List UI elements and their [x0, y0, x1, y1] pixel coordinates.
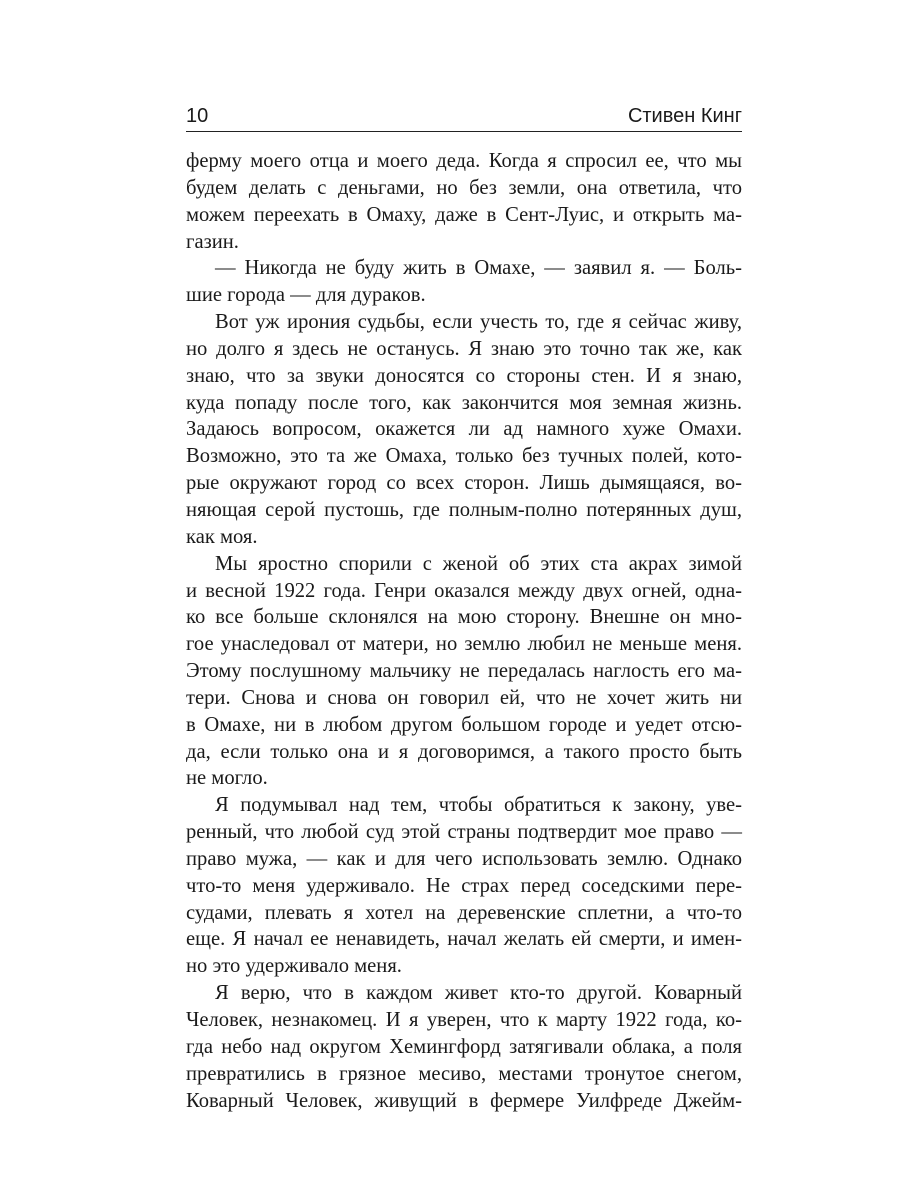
- text-line: Задаюсь вопросом, окажется ли ад намного хуже Омахи.: [186, 418, 742, 441]
- text-line: не могло.: [186, 767, 268, 790]
- text-line: рые окружают город со всех сторон. Лишь дымящаяся, во-: [186, 472, 742, 495]
- text-line: Возможно, это та же Омаха, только без тучных полей, кото-: [186, 445, 742, 468]
- text-line: будем делать с деньгами, но без земли, она ответила, что: [186, 176, 742, 199]
- text-line: но долго я здесь не останусь. Я знаю это точно так же, как: [186, 337, 742, 360]
- text-line: гое унаследовал от матери, но землю любил не меньше меня.: [186, 633, 742, 656]
- text-line: еще. Я начал ее ненавидеть, начал желать ей смерти, и имен-: [186, 928, 742, 951]
- text-line: Коварный Человек, живущий в фермере Уилфреде Джейм-: [186, 1089, 742, 1112]
- text-line: судами, плевать я хотел на деревенские сплетни, а что-то: [186, 901, 742, 924]
- text-line: Мы яростно спорили с женой об этих ста акрах зимой: [215, 552, 742, 575]
- text-line: право мужа, — как и для чего использовать землю. Однако: [186, 847, 742, 870]
- text-line: Я верю, что в каждом живет кто-то другой. Коварный: [215, 982, 742, 1005]
- text-line: куда попаду после того, как закончится моя земная жизнь.: [186, 391, 742, 414]
- header-rule: [186, 131, 742, 132]
- running-head: [186, 101, 742, 131]
- text-line: няющая серой пустошь, где полным-полно потерянных душ,: [186, 498, 742, 521]
- paragraph-2: [186, 255, 742, 309]
- text-line: ферму моего отца и моего деда. Когда я спросил ее, что мы: [186, 150, 742, 172]
- text-line: но это удерживало меня.: [186, 955, 402, 978]
- text-line: ренный, что любой суд этой страны подтвердит мое право —: [186, 821, 742, 844]
- text-line: Я подумывал над тем, чтобы обратиться к закону, уве-: [215, 794, 742, 817]
- text-line: знаю, что за звуки доносятся со стороны стен. И я знаю,: [186, 364, 742, 387]
- text-line: шие города — для дураков.: [186, 284, 426, 307]
- text-line: — Никогда не буду жить в Омахе, — заявил я. — Боль-: [215, 257, 742, 280]
- text-line: Человек, незнакомец. И я уверен, что к марту 1922 года, ко-: [186, 1009, 742, 1031]
- text-line: газин.: [186, 230, 239, 253]
- paragraph-4: [186, 551, 742, 793]
- paragraph-1: [186, 148, 742, 255]
- text-line: тери. Снова и снова он говорил ей, что не хочет жить ни: [186, 686, 742, 709]
- text-line: гда небо над округом Хемингфорд затягивали облака, а поля: [186, 1035, 742, 1058]
- text-line: ко все больше склонялся на мою сторону. Внешне он мно-: [186, 606, 742, 629]
- text-line: да, если только она и я договоримся, а такого просто быть: [186, 740, 742, 763]
- paragraph-5: [186, 792, 742, 980]
- text-line: что-то меня удерживало. Не страх перед соседскими пере-: [186, 874, 742, 897]
- text-line: в Омахе, ни в любом другом большом городе и уедет отсю-: [186, 713, 742, 736]
- paragraph-6: [186, 980, 742, 1114]
- paragraph-3: [186, 309, 742, 551]
- text-line: можем переехать в Омаху, даже в Сент-Луис, и открыть ма-: [186, 203, 742, 226]
- body-text: [186, 148, 742, 1114]
- page-number: 10: [186, 105, 209, 127]
- running-head-author: Стивен Кинг: [627, 105, 742, 127]
- text-line: как моя.: [186, 525, 258, 548]
- text-line: Этому послушному мальчику не передалась наглость его ма-: [186, 660, 742, 683]
- text-line: Вот уж ирония судьбы, если учесть то, где я сейчас живу,: [215, 311, 742, 334]
- text-line: превратились в грязное месиво, местами тронутое снегом,: [186, 1062, 742, 1085]
- text-line: и весной 1922 года. Генри оказался между двух огней, одна-: [186, 579, 742, 602]
